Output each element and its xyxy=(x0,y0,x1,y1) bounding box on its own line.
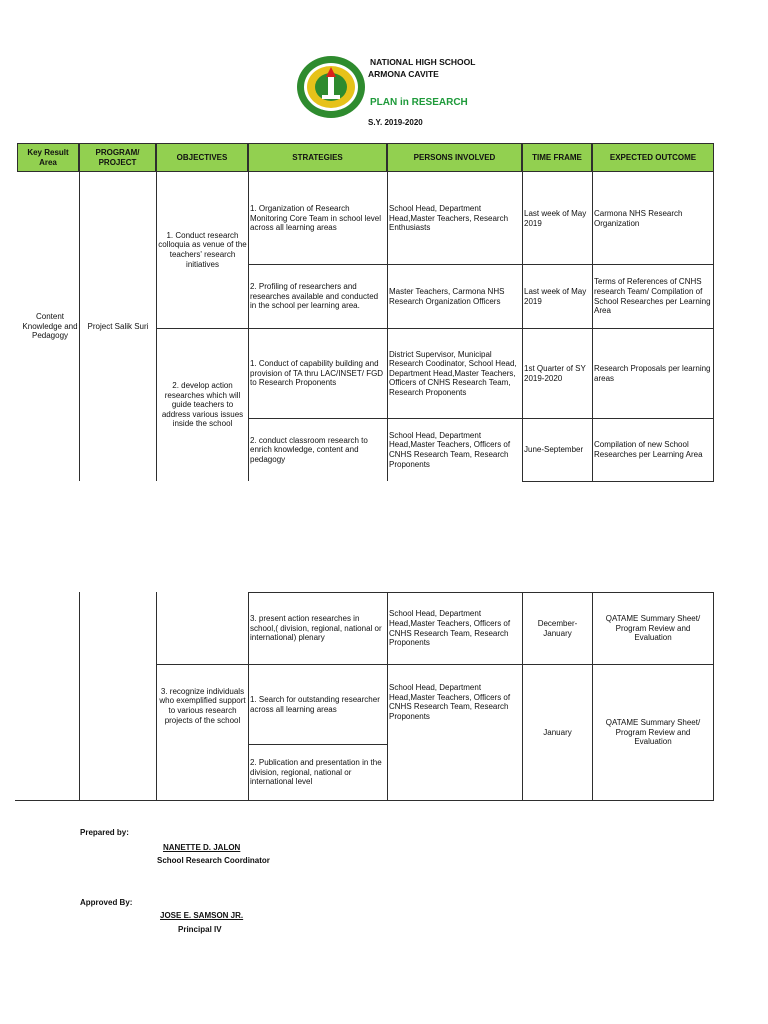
strategy-1: 1. Organization of Research Monitoring Core Team in school level across all learning areas xyxy=(250,204,382,233)
persons-5: School Head, Department Head,Master Teachers, Officers of CNHS Research Team, Research Proponents xyxy=(389,609,511,648)
school-name: NATIONAL HIGH SCHOOL xyxy=(370,57,476,67)
program-name: Project Salik Suri xyxy=(87,321,149,331)
objective-1: 1. Conduct research colloquia as venue of the teachers' research initiatives xyxy=(158,230,247,269)
objective-2: 2. develop action researches which will guide teachers to address various issues inside the school xyxy=(161,381,244,429)
prepared-by-name: NANETTE D. JALON xyxy=(163,843,241,852)
prepared-by-label: Prepared by: xyxy=(80,828,129,837)
school-logo xyxy=(296,55,366,119)
col-time-frame: TIME FRAME xyxy=(522,143,592,172)
persons-4: School Head, Department Head,Master Teachers, Officers of CNHS Research Team, Research Proponents xyxy=(389,430,511,469)
col-persons-involved: PERSONS INVOLVED xyxy=(387,143,522,172)
outcome-3: Research Proposals per learning areas xyxy=(594,363,711,383)
time-6: January xyxy=(543,727,572,737)
outcome-1: Carmona NHS Research Organization xyxy=(594,208,683,228)
col-expected-outcome: EXPECTED OUTCOME xyxy=(592,143,714,172)
objective-3: 3. recognize individuals who exemplified support to various research projects of the school xyxy=(159,686,246,725)
persons-1: School Head, Department Head,Master Teachers, Research Enthusiasts xyxy=(389,204,509,233)
strategy-4: 2. conduct classroom research to enrich knowledge, content and pedagogy xyxy=(250,435,368,464)
time-2: Last week of May 2019 xyxy=(524,286,587,306)
strategy-6: 1. Search for outstanding researcher across all learning areas xyxy=(250,694,380,714)
time-1: Last week of May 2019 xyxy=(524,208,587,228)
approved-by-title: Principal IV xyxy=(178,925,222,934)
school-year: S.Y. 2019-2020 xyxy=(368,118,423,127)
plan-title: PLAN in RESEARCH xyxy=(370,97,468,108)
col-program-project: PROGRAM/ PROJECT xyxy=(79,143,156,172)
persons-2: Master Teachers, Carmona NHS Research Organization Officers xyxy=(389,286,505,306)
prepared-by-title: School Research Coordinator xyxy=(157,856,270,865)
key-result-area: Content Knowledge and Pedagogy xyxy=(22,312,78,341)
school-location: ARMONA CAVITE xyxy=(368,69,439,79)
outcome-2: Terms of References of CNHS research Team/ Compilation of School Researches per Learning Area xyxy=(594,277,711,316)
outcome-5: QATAME Summary Sheet/ Program Review and Evaluation xyxy=(605,614,701,643)
outcome-6: QATAME Summary Sheet/ Program Review and Evaluation xyxy=(605,718,701,747)
strategy-3: 1. Conduct of capability building and provision of TA thru LAC/INSET/ FGD to Research Proponents xyxy=(250,359,384,388)
strategy-5: 3. present action researches in school,( division, regional, national or international) plenary xyxy=(250,614,382,643)
time-5: December-January xyxy=(537,618,578,638)
col-key-result-area: Key Result Area xyxy=(17,143,79,172)
approved-by-label: Approved By: xyxy=(80,898,133,907)
time-4: June-September xyxy=(524,445,584,455)
approved-by-name: JOSE E. SAMSON JR. xyxy=(160,911,244,920)
persons-6: School Head, Department Head,Master Teachers, Officers of CNHS Research Team, Research Proponents xyxy=(389,683,511,721)
outcome-4: Compilation of new School Researches per Learning Area xyxy=(594,440,703,459)
strategy-7: 2. Publication and presentation in the division, regional, national or international level xyxy=(250,758,382,787)
strategy-2: 2. Profiling of researchers and researches available and conducted in the school per learning area. xyxy=(250,282,379,311)
col-strategies: STRATEGIES xyxy=(248,143,387,172)
col-objectives: OBJECTIVES xyxy=(156,143,248,172)
time-3: 1st Quarter of SY 2019-2020 xyxy=(524,363,586,383)
persons-3: District Supervisor, Municipal Research Coodinator, School Head, Department Head,Master Teachers, Officers of CNHS Research Team, Research Proponents xyxy=(389,349,517,397)
